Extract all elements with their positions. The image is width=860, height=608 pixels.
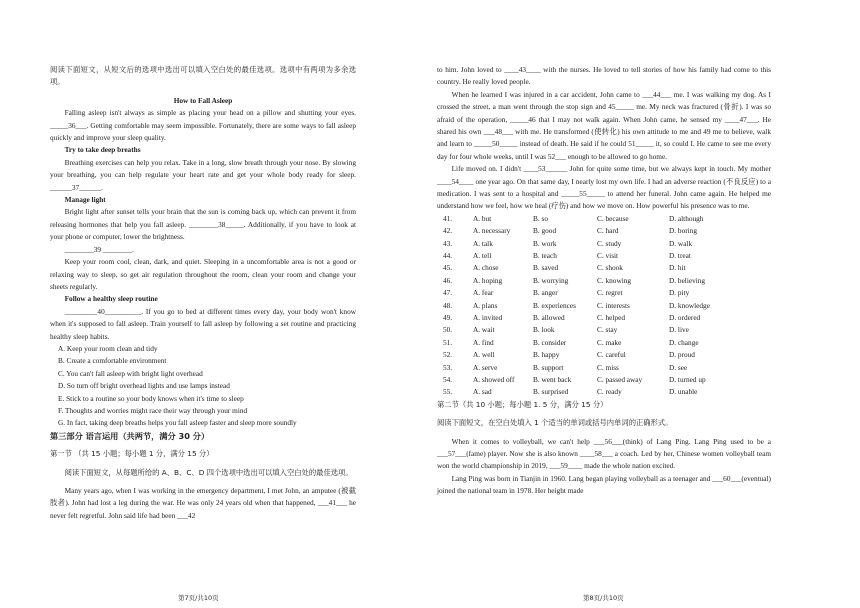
choice-a: A. fear xyxy=(473,288,494,298)
question-number: 43. xyxy=(443,238,453,248)
choice-b: B. anger xyxy=(533,288,558,298)
question-number: 55. xyxy=(443,387,453,397)
question-number: 54. xyxy=(443,374,453,384)
choice-c: C. visit xyxy=(597,251,619,261)
choice-d: D. pity xyxy=(669,288,690,298)
choice-d: D. believing xyxy=(669,275,706,285)
choice-d: D. change xyxy=(669,337,699,347)
choice-b: B. saved xyxy=(533,263,559,273)
choice-b: B. good xyxy=(533,226,557,236)
choice-c: C. miss xyxy=(597,362,619,372)
section-2-title: 第二节（共 10 小题；每小题 1. 5 分，满分 15 分） xyxy=(437,399,608,409)
choice-row xyxy=(437,213,771,225)
subheading-routine: Follow a healthy sleep routine xyxy=(64,294,158,304)
question-number: 49. xyxy=(443,313,453,322)
choice-a: A. sad xyxy=(473,387,492,397)
choice-b: B. allowed xyxy=(533,313,565,322)
paragraph-11: When it comes to volleyball, we can't help ___56___(think) of Lang Ping. Lang Ping used to be a ___57___(fame) player. Now she is also known ____58___ a coach. Led by her, Chinese women volleyball team won the world championship in 2019, ___59____ made the whole nation excited. xyxy=(437,436,771,471)
question-number: 42. xyxy=(443,226,453,236)
reading-instruction: 阅读下面短文，从短文后的选项中选出可以填入空白处的最佳选项。选项中有两项为多余选项。 xyxy=(50,65,356,87)
choice-c: C. shook xyxy=(597,263,623,273)
choice-d: D. treat xyxy=(669,251,691,261)
paragraph-5: Keep your room cool, clean, dark, and quiet. Sleeping in a uncomfortable area is not a good or relaxing way to sleep, so get air regulation throughout the room, clean your room and change your sheets regularly. xyxy=(50,257,356,291)
choice-b: B. worrying xyxy=(533,275,569,285)
subheading-breathing: Try to take deep breaths xyxy=(64,145,141,155)
choice-row xyxy=(437,349,771,361)
choice-b: B. experiences xyxy=(533,300,576,310)
choice-c: C. hard xyxy=(597,226,619,236)
passage-title: How to Fall Asleep xyxy=(173,95,233,105)
choice-a: A. talk xyxy=(473,238,493,248)
question-number: 53. xyxy=(443,362,453,372)
choice-row xyxy=(437,337,771,349)
choice-row xyxy=(437,287,771,299)
choice-b: B. teach xyxy=(533,251,557,261)
left-page xyxy=(50,64,356,522)
choice-d: D. boring xyxy=(669,226,697,236)
choice-d: D. knowledge xyxy=(669,300,710,310)
choice-d: D. walk xyxy=(669,238,693,248)
choice-row xyxy=(437,300,771,312)
choice-c: C. study xyxy=(597,238,622,248)
choice-row xyxy=(437,312,771,324)
section-1-instruction: 阅读下面短文，从每题所给的 A、B、C、D 四个选项中选出可以填入空白处的最佳选项。 xyxy=(64,467,353,477)
section-1-title: 第一节 （共 15 小题；每小题 1 分，满分 15 分） xyxy=(50,449,214,459)
choice-c: C. regret xyxy=(597,288,623,298)
section-2-instruction: 阅读下面短文，在空白处填入 1 个适当的单词或括号内单词的正确形式。 xyxy=(437,418,673,428)
choice-a: A. find xyxy=(473,337,494,347)
paragraph-3: Bright light after sunset tells your brain that the sun is coming back up, which can prevent it from releasing hormones that help you fall asleep. ________38_____. Additionally, if you have to look at your phone or computer, lower the brightness. xyxy=(50,207,356,242)
choice-a: A. plans xyxy=(473,300,498,310)
choice-d: D. although xyxy=(669,213,704,223)
choice-d: D. unable xyxy=(669,387,698,397)
choice-b: B. consider xyxy=(533,337,567,347)
choice-b: B. so xyxy=(533,213,549,223)
choice-b: B. work xyxy=(533,238,557,248)
choice-a: A. necessary xyxy=(473,226,511,236)
option-a: A. Keep your room clean and tidy xyxy=(58,343,158,353)
choice-b: B. went back xyxy=(533,374,572,384)
choice-a: A. but xyxy=(473,213,492,223)
choice-row xyxy=(437,225,771,237)
paragraph-2: Breathing exercises can help you relax. Take in a long, slow breath through your nose. By slowing your breathing, you can help regulate your heart rate and get your whole body ready for sleep. ______37______. xyxy=(50,157,356,192)
choice-c: C. ready xyxy=(597,387,622,397)
choice-row xyxy=(437,324,771,336)
paragraph-10: Life moved on. I didn't ____53______ John for quite some time, but we always kept in touch. My mother ____54____ one year ago. On that same day, I nearly lost my own life. I had an adverse reaction (不良反应) to a medication. I was sent to a hospital and _____55_____ to attend her funeral. John came again. He helped me understand how we feel, how we heal (疗伤) and how we move on. How powerful his presence was to me. xyxy=(437,164,771,211)
choice-b: B. surprised xyxy=(533,387,569,397)
choice-c: C. interests xyxy=(597,300,630,310)
question-number: 52. xyxy=(443,350,453,360)
choice-a: A. chose xyxy=(473,263,499,273)
choice-row xyxy=(437,362,771,374)
choice-d: D. see xyxy=(669,362,688,372)
choice-row xyxy=(437,275,771,287)
choice-b: B. happy xyxy=(533,350,560,360)
choice-row xyxy=(437,262,771,274)
choice-d: D. hit xyxy=(669,263,686,273)
paragraph-7: Many years ago, when I was working in the emergency department, I met John, an amputee (被截肢者). John had lost a leg during the war. He was only 24 years old when that happened, ___41___ he never felt regretful. John said life had been ___42 xyxy=(50,486,356,520)
choice-d: D. ordered xyxy=(669,313,701,322)
question-number: 50. xyxy=(443,325,453,335)
paragraph-4: ________39 ________. xyxy=(64,244,134,254)
choice-a: A. hoping xyxy=(473,275,503,285)
choice-c: C. stay xyxy=(597,325,618,335)
question-number: 46. xyxy=(443,275,453,285)
question-number: 45. xyxy=(443,263,453,273)
option-b: B. Create a comfortable environment xyxy=(58,356,167,366)
choice-b: B. support xyxy=(533,362,564,372)
choice-b: B. look xyxy=(533,325,555,335)
subheading-light: Manage light xyxy=(64,195,106,205)
choice-c: C. passed away xyxy=(597,374,643,384)
choice-row xyxy=(437,386,771,398)
paragraph-6: _________40__________. If you go to bed at different times every day, your body won't know when it's supposed to fall asleep. Train yourself to fall asleep by following a set routine and practicing healthy sleep habits. xyxy=(50,306,356,341)
choice-row xyxy=(437,238,771,250)
choice-a: A. invited xyxy=(473,313,503,322)
choice-d: D. proud xyxy=(669,350,695,360)
choice-c: C. make xyxy=(597,337,622,347)
option-d: D. So turn off bright overhead lights and use lamps instead xyxy=(58,381,230,391)
page-number-left: 第7页/共10页 xyxy=(178,594,219,602)
choice-a: A. showed off xyxy=(473,374,515,384)
choice-row xyxy=(437,250,771,262)
paragraph-12: Lang Ping was born in Tianjin in 1960. Lang began playing volleyball as a teenager and ___60___(eventual) joined the national team in 1978. Her height made xyxy=(437,473,771,496)
option-g: G. In fact, taking deep breaths helps you fall asleep faster and sleep more soundly xyxy=(58,418,297,428)
choice-c: C. knowing xyxy=(597,275,632,285)
choice-a: A. well xyxy=(473,350,495,360)
choice-d: D. live xyxy=(669,325,689,335)
choice-row xyxy=(437,374,771,386)
choice-a: A. wait xyxy=(473,325,495,335)
part-3-title: 第三部分 语言运用（共两节，满分 30 分） xyxy=(50,430,210,441)
choice-c: C. because xyxy=(597,213,629,223)
question-number: 48. xyxy=(443,300,453,310)
paragraph-9: When he learned I was injured in a car accident, John came to ___44___ me. I was walking my dog. As I crossed the street, a man went through the stop sign and 45_____ me. My neck was fractured (骨折). I was so afraid of the operation, _____46 that I may not walk again. When John came, he sensed my ____47___. He shared his own ___48___ with me. He transformed (使转化) his own attitude to me and 49 me to believe, walk and learn to _____50_____ instead of death. He said if he could 51_____ it, so could I. He came to see me every day for four whole weeks, until I was 52___ enough to be allowed to go home. xyxy=(437,89,771,161)
paragraph-8: to him. John loved to ____43____ with the nurses. He loved to tell stories of how his family had come to this country. He really loved people. xyxy=(437,65,771,87)
question-number: 51. xyxy=(443,337,453,347)
question-number: 44. xyxy=(443,251,453,261)
right-page xyxy=(437,64,771,498)
option-e: E. Stick to a routine so your body knows when it's time to sleep xyxy=(58,393,244,403)
choice-c: C. careful xyxy=(597,350,626,360)
option-c: C. You can't fall asleep with bright light overhead xyxy=(58,368,203,378)
choice-a: A. tell xyxy=(473,251,492,261)
question-number: 41. xyxy=(443,213,453,223)
choice-a: A. serve xyxy=(473,362,498,372)
option-f: F. Thoughts and worries might race their way through your mind xyxy=(58,405,248,415)
paragraph-1: Falling asleep isn't always as simple as placing your head on a pillow and shutting your eyes. _____36___. Getting comfortable may seem impossible. Fortunately, there are some ways to fall asleep quickly and improve your sleep quality. xyxy=(50,108,356,143)
page-number-right: 第8页/共10页 xyxy=(583,594,624,602)
choice-c: C. helped xyxy=(597,313,625,322)
choices-list xyxy=(437,213,771,399)
question-number: 47. xyxy=(443,288,453,298)
choice-d: D. turned up xyxy=(669,374,706,384)
